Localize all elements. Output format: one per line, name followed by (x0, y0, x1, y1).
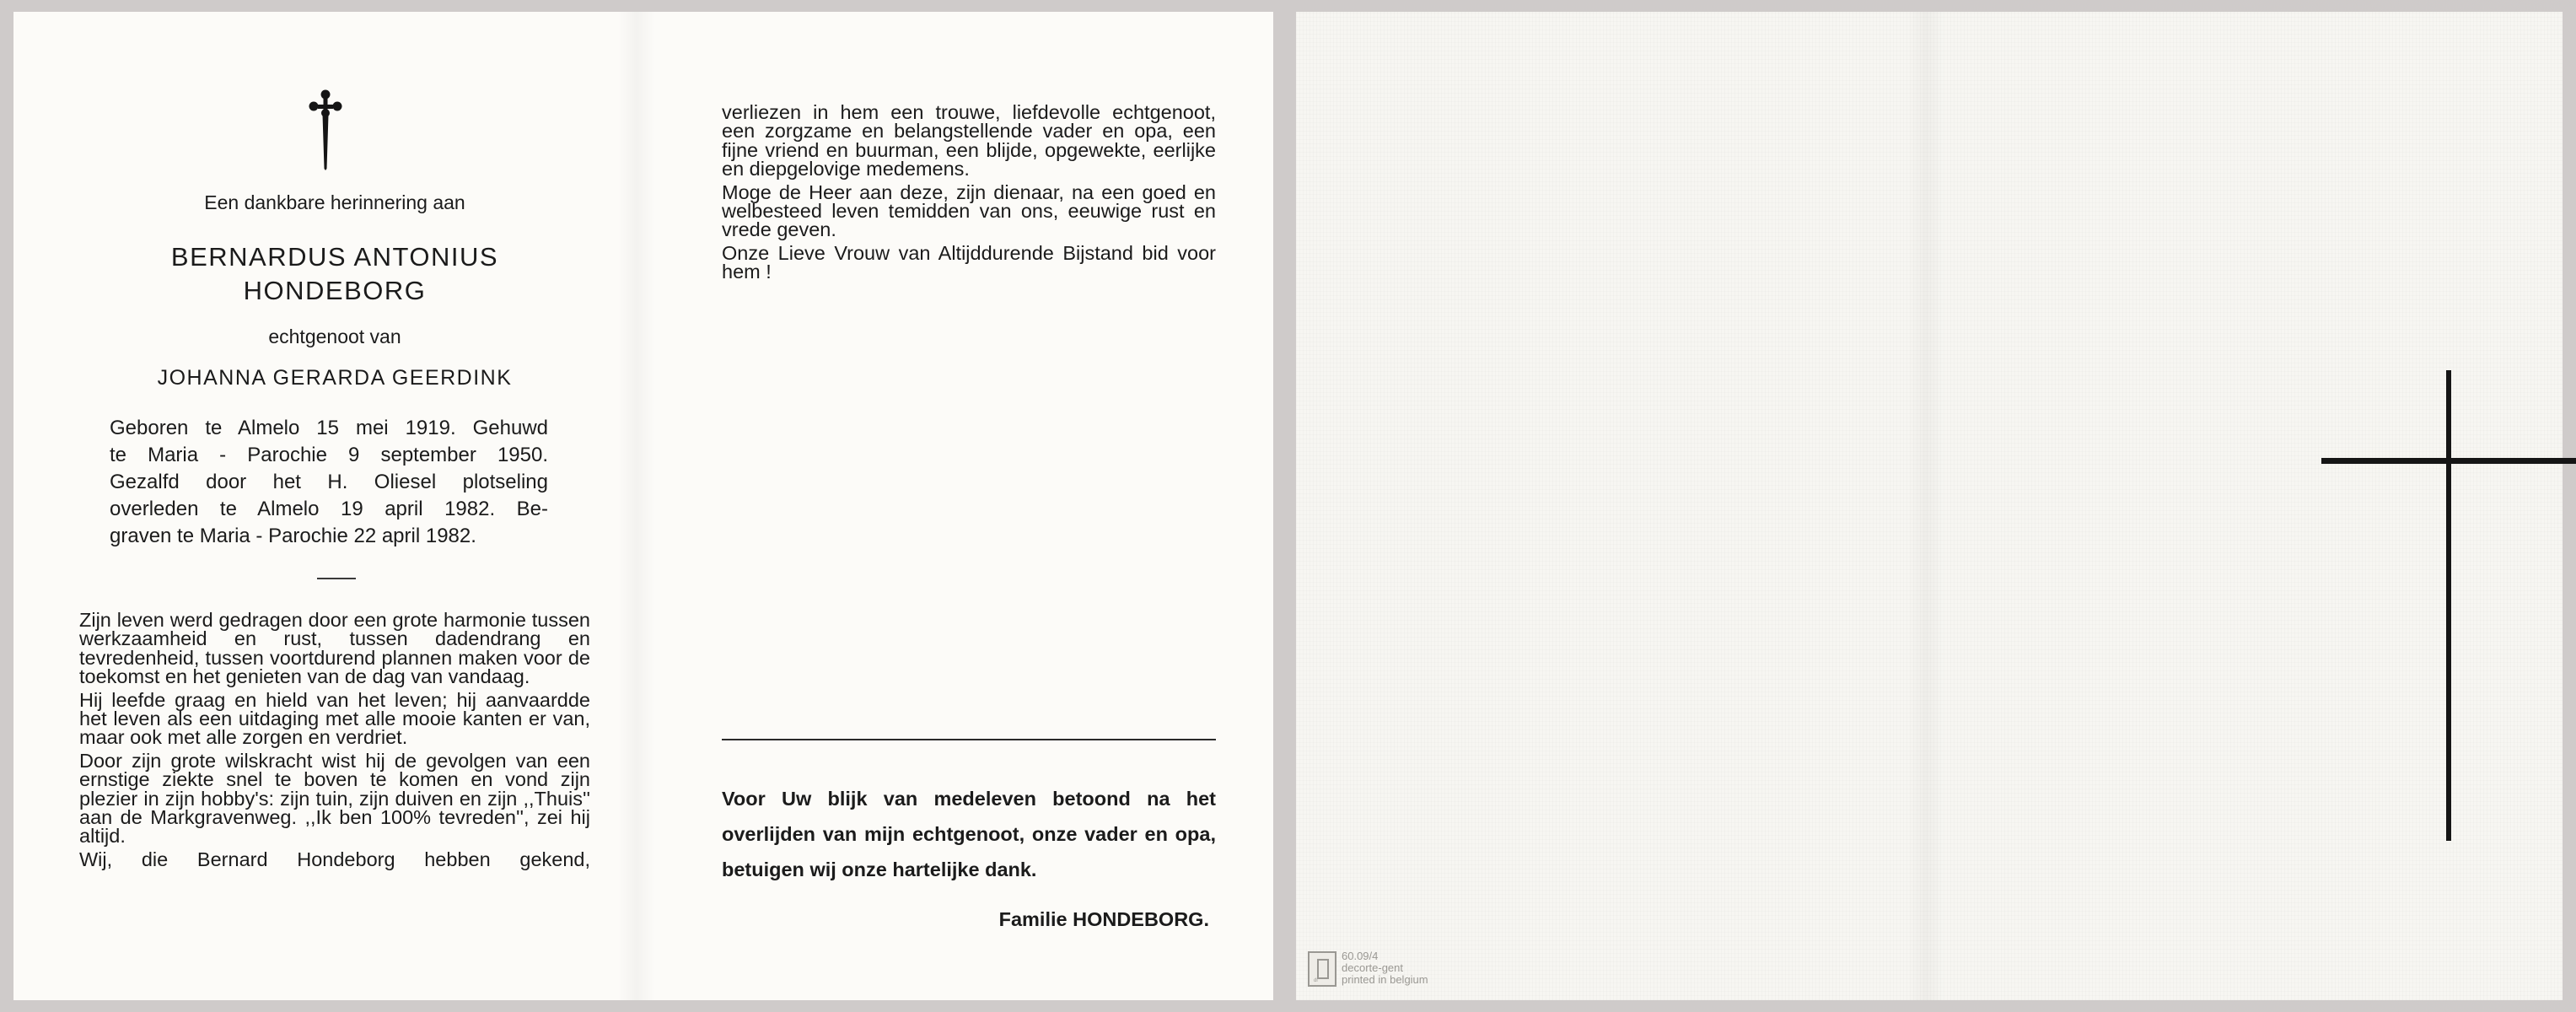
prayer-text (722, 103, 1216, 286)
fold-line (618, 12, 655, 1000)
card-inner-spread (13, 12, 1273, 1000)
spouse-label: echtgenoot van (268, 326, 401, 347)
spouse-name: JOHANNA GERARDA GEERDINK (157, 366, 513, 390)
deceased-name-line1: BERNARDUS ANTONIUS (170, 242, 499, 272)
fold-line (1907, 12, 1944, 1000)
printer-mark (1308, 949, 1476, 991)
prayer-paragraph: Moge de Heer aan deze, zijn dienaar, na een goed en welbesteed leven temidden van ons, eeuwige rust en vrede geven. (722, 180, 1216, 241)
life-dates-block (110, 415, 548, 550)
separator-dash (317, 578, 356, 579)
printer-logo: dl (1308, 951, 1336, 987)
horizontal-rule (722, 739, 1216, 740)
printer-name: decorte-gent (1342, 961, 1403, 974)
life-description (79, 611, 590, 873)
life-dates-line: graven te Maria - Parochie 22 april 1982. (110, 525, 476, 547)
printer-origin: printed in belgium (1342, 973, 1428, 986)
life-paragraph: Hij leefde graag en hield van het leven; hij aanvaardde het leven als een uitdaging met alle mooie kanten er van, maar ook met alle zorgen en verdriet. (79, 688, 590, 749)
prayer-paragraph: Onze Lieve Vrouw van Altijddurende Bijstand bid voor hem ! (722, 241, 1216, 283)
family-signature: Familie HONDEBORG. (998, 908, 1209, 930)
deceased-name-line2: HONDEBORG (243, 276, 427, 305)
printer-code: 60.09/4 (1342, 950, 1379, 962)
latin-cross-icon (2321, 370, 2576, 841)
life-dates-line: overleden te Almelo 19 april 1982. Be- (110, 498, 548, 520)
intro-text: Een dankbare herinnering aan (204, 191, 465, 213)
life-dates-line: Geboren te Almelo 15 mei 1919. Gehuwd (110, 417, 548, 439)
life-paragraph: Door zijn grote wilskracht wist hij de gevolgen van een ernstige ziekte snel te boven te komen en vond zijn plezier in zijn hobby's: zijn tuin, zijn duiven en zijn ,,Thuis'' aan de Markgravenweg. ,,Ik ben 100% tevreden'', zei hij altijd. (79, 749, 590, 848)
ornate-cross-icon (309, 89, 342, 170)
card-outer-spread (1296, 12, 2563, 1000)
life-paragraph: Wij, die Bernard Hondeborg hebben gekend, (79, 848, 590, 870)
thank-you-text: Voor Uw blijk van medeleven betoond na het overlijden van mijn echtgenoot, onze vader en opa, betuigen wij onze hartelijke dank. (722, 788, 1216, 880)
life-dates-line: Gezalfd door het H. Oliesel plotseling (110, 471, 548, 493)
life-paragraph: Zijn leven werd gedragen door een grote harmonie tussen werkzaamheid en rust, tussen dadendrang en tevredenheid, tussen voortdurend plannen maken voor de toekomst en het genieten van de dag van vandaag. (79, 609, 590, 688)
life-dates-line: te Maria - Parochie 9 september 1950. (110, 444, 548, 466)
prayer-paragraph: verliezen in hem een trouwe, liefdevolle echtgenoot, een zorgzame en belangstellende vader en opa, een fijne vriend en buurman, een blijde, opgewekte, eerlijke en diepgelovige medemens. (722, 101, 1216, 180)
